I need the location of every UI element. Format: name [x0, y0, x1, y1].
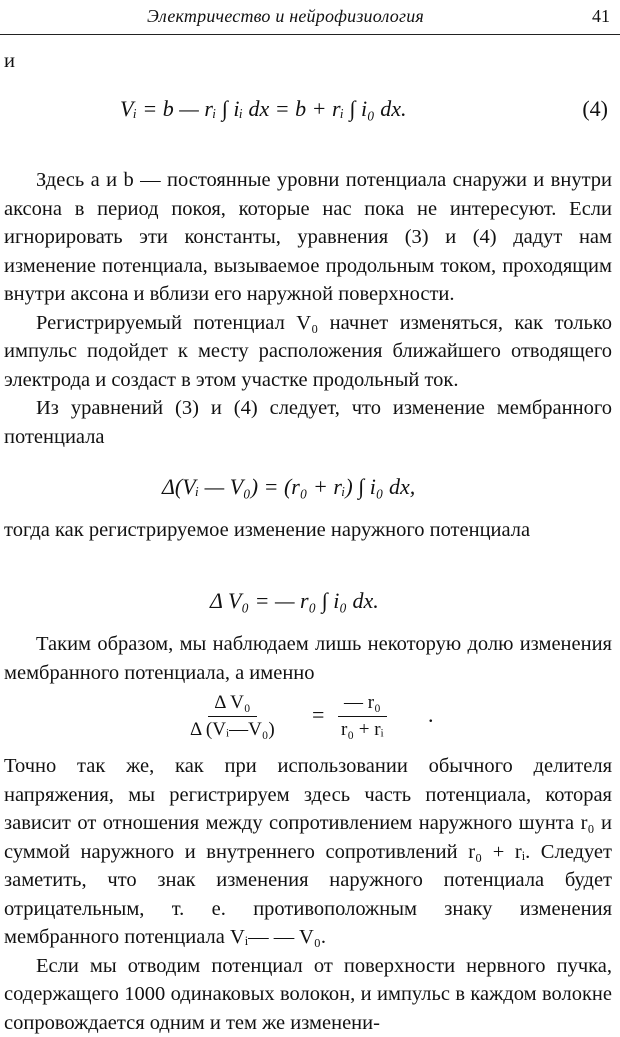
- paragraph-block-4: [4, 752, 612, 1037]
- paragraph-block-2: [4, 516, 612, 545]
- fraction-right-numerator: — r₀: [338, 692, 387, 717]
- fraction-left: [190, 692, 275, 741]
- fraction-left-denominator: Δ (Vᵢ—V₀): [190, 717, 275, 741]
- fraction-equals-sign: =: [312, 702, 324, 728]
- paragraph-nerve-bundle: Если мы отводим потенциал от поверхности нервного пучка, содержащего 1000 одинаковых волокон, и импульс в каждом волокне сопровождается одним и тем же изменени-: [4, 952, 612, 1037]
- fraction-right: [338, 692, 387, 741]
- page-header: [0, 0, 620, 35]
- equation-4: Vᵢ = b — rᵢ ∫ iᵢ dx = b + rᵢ ∫ i₀ dx.: [120, 96, 407, 122]
- fraction-right-denominator: r₀ + rᵢ: [341, 717, 384, 741]
- paragraph-from-equations: Из уравнений (3) и (4) следует, что изменение мембранного потенциала: [4, 394, 612, 451]
- fraction-left-numerator: Δ V₀: [208, 692, 256, 717]
- running-title: Электричество и нейрофизиология: [147, 6, 424, 27]
- paragraph-voltage-divider: Точно так же, как при использовании обычного делителя напряжения, мы регистрируем здесь часть потенциала, которая зависит от отношения между сопротивлением наружного шунта r₀ и суммой наружного и внутреннего сопротивлений r₀ + rᵢ. Следует заметить, что знак изменения наружного потенциала будет отрицательным, т. е. противоположным знаку изменения мембранного потенциала Vᵢ— — V₀.: [4, 752, 612, 952]
- paragraph-recorded-potential: Регистрируемый потенциал V₀ начнет изменяться, как только импульс подойдет к месту расположения ближайшего отводящего электрода и создаст в этом участке продольный ток.: [4, 309, 612, 395]
- equation-4-number: (4): [582, 96, 608, 122]
- equation-membrane-change: Δ(Vᵢ — V₀) = (r₀ + rᵢ) ∫ i₀ dx,: [162, 474, 415, 500]
- paragraph-block-1: [4, 166, 612, 451]
- intro-word: и: [4, 50, 15, 73]
- fraction-period: .: [428, 702, 434, 728]
- paragraph-outer-change: тогда как регистрируемое изменение наружного потенциала: [4, 516, 612, 545]
- paragraph-block-3: [4, 630, 612, 687]
- paragraph-fraction-intro: Таким образом, мы наблюдаем лишь некоторую долю изменения мембранного потенциала, а именно: [4, 630, 612, 687]
- paragraph-constants: Здесь a и b — постоянные уровни потенциала снаружи и внутри аксона в период покоя, которые нас пока не интересуют. Если игнорировать эти константы, уравнения (3) и (4) дадут нам изменение потенциала, вызываемое продольным током, проходящим внутри аксона и вблизи его наружной поверхности.: [4, 166, 612, 309]
- equation-outer-change: Δ V₀ = — r₀ ∫ i₀ dx.: [210, 588, 379, 614]
- page-number: 41: [592, 6, 610, 27]
